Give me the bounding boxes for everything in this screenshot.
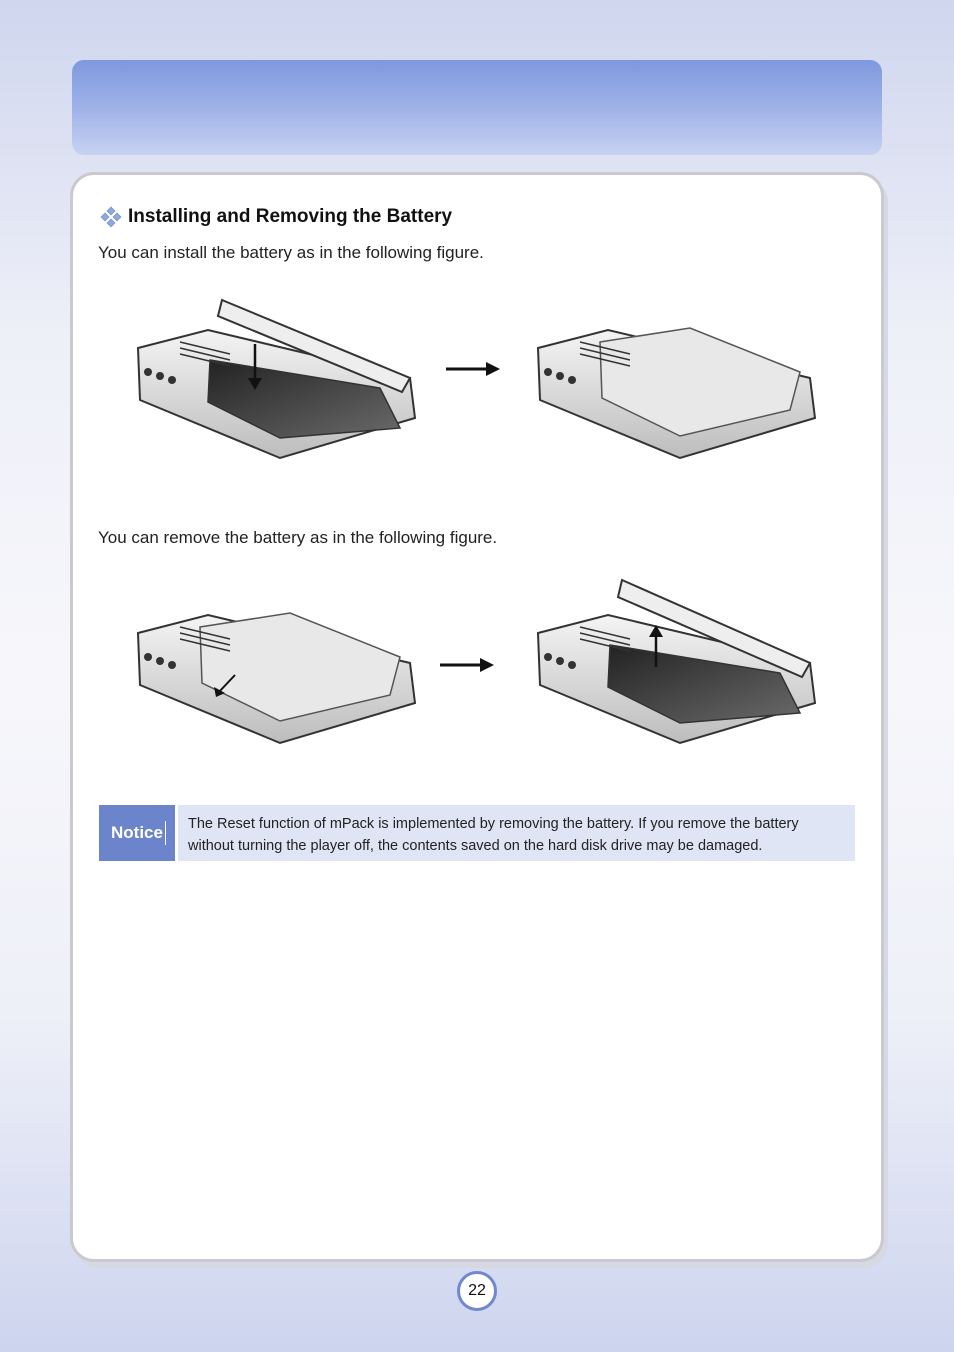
device-open-battery-lift	[538, 580, 815, 743]
section-heading	[100, 206, 452, 228]
section-title: Installing and Removing the Battery	[128, 206, 453, 227]
device-closed	[538, 328, 815, 458]
install-figure	[130, 290, 830, 465]
notice-text: The Reset function of mPack is implemented by removing the battery. If you remove the battery without turning the player off, the contents saved on the hard disk drive may be damaged.	[178, 805, 855, 861]
remove-text: You can remove the battery as in the following figure.	[98, 528, 498, 547]
header-band	[72, 60, 882, 155]
install-text: You can install the battery as in the following figure.	[98, 243, 484, 262]
diamond-bullet-icon	[100, 206, 122, 228]
arrow-right-icon	[440, 658, 494, 672]
notice-label: Notice	[99, 805, 175, 861]
device-open-battery-insert	[138, 300, 415, 458]
device-closed-release	[138, 613, 415, 743]
remove-figure	[130, 575, 830, 750]
page-number: 22	[457, 1271, 497, 1311]
arrow-right-icon	[446, 362, 500, 376]
